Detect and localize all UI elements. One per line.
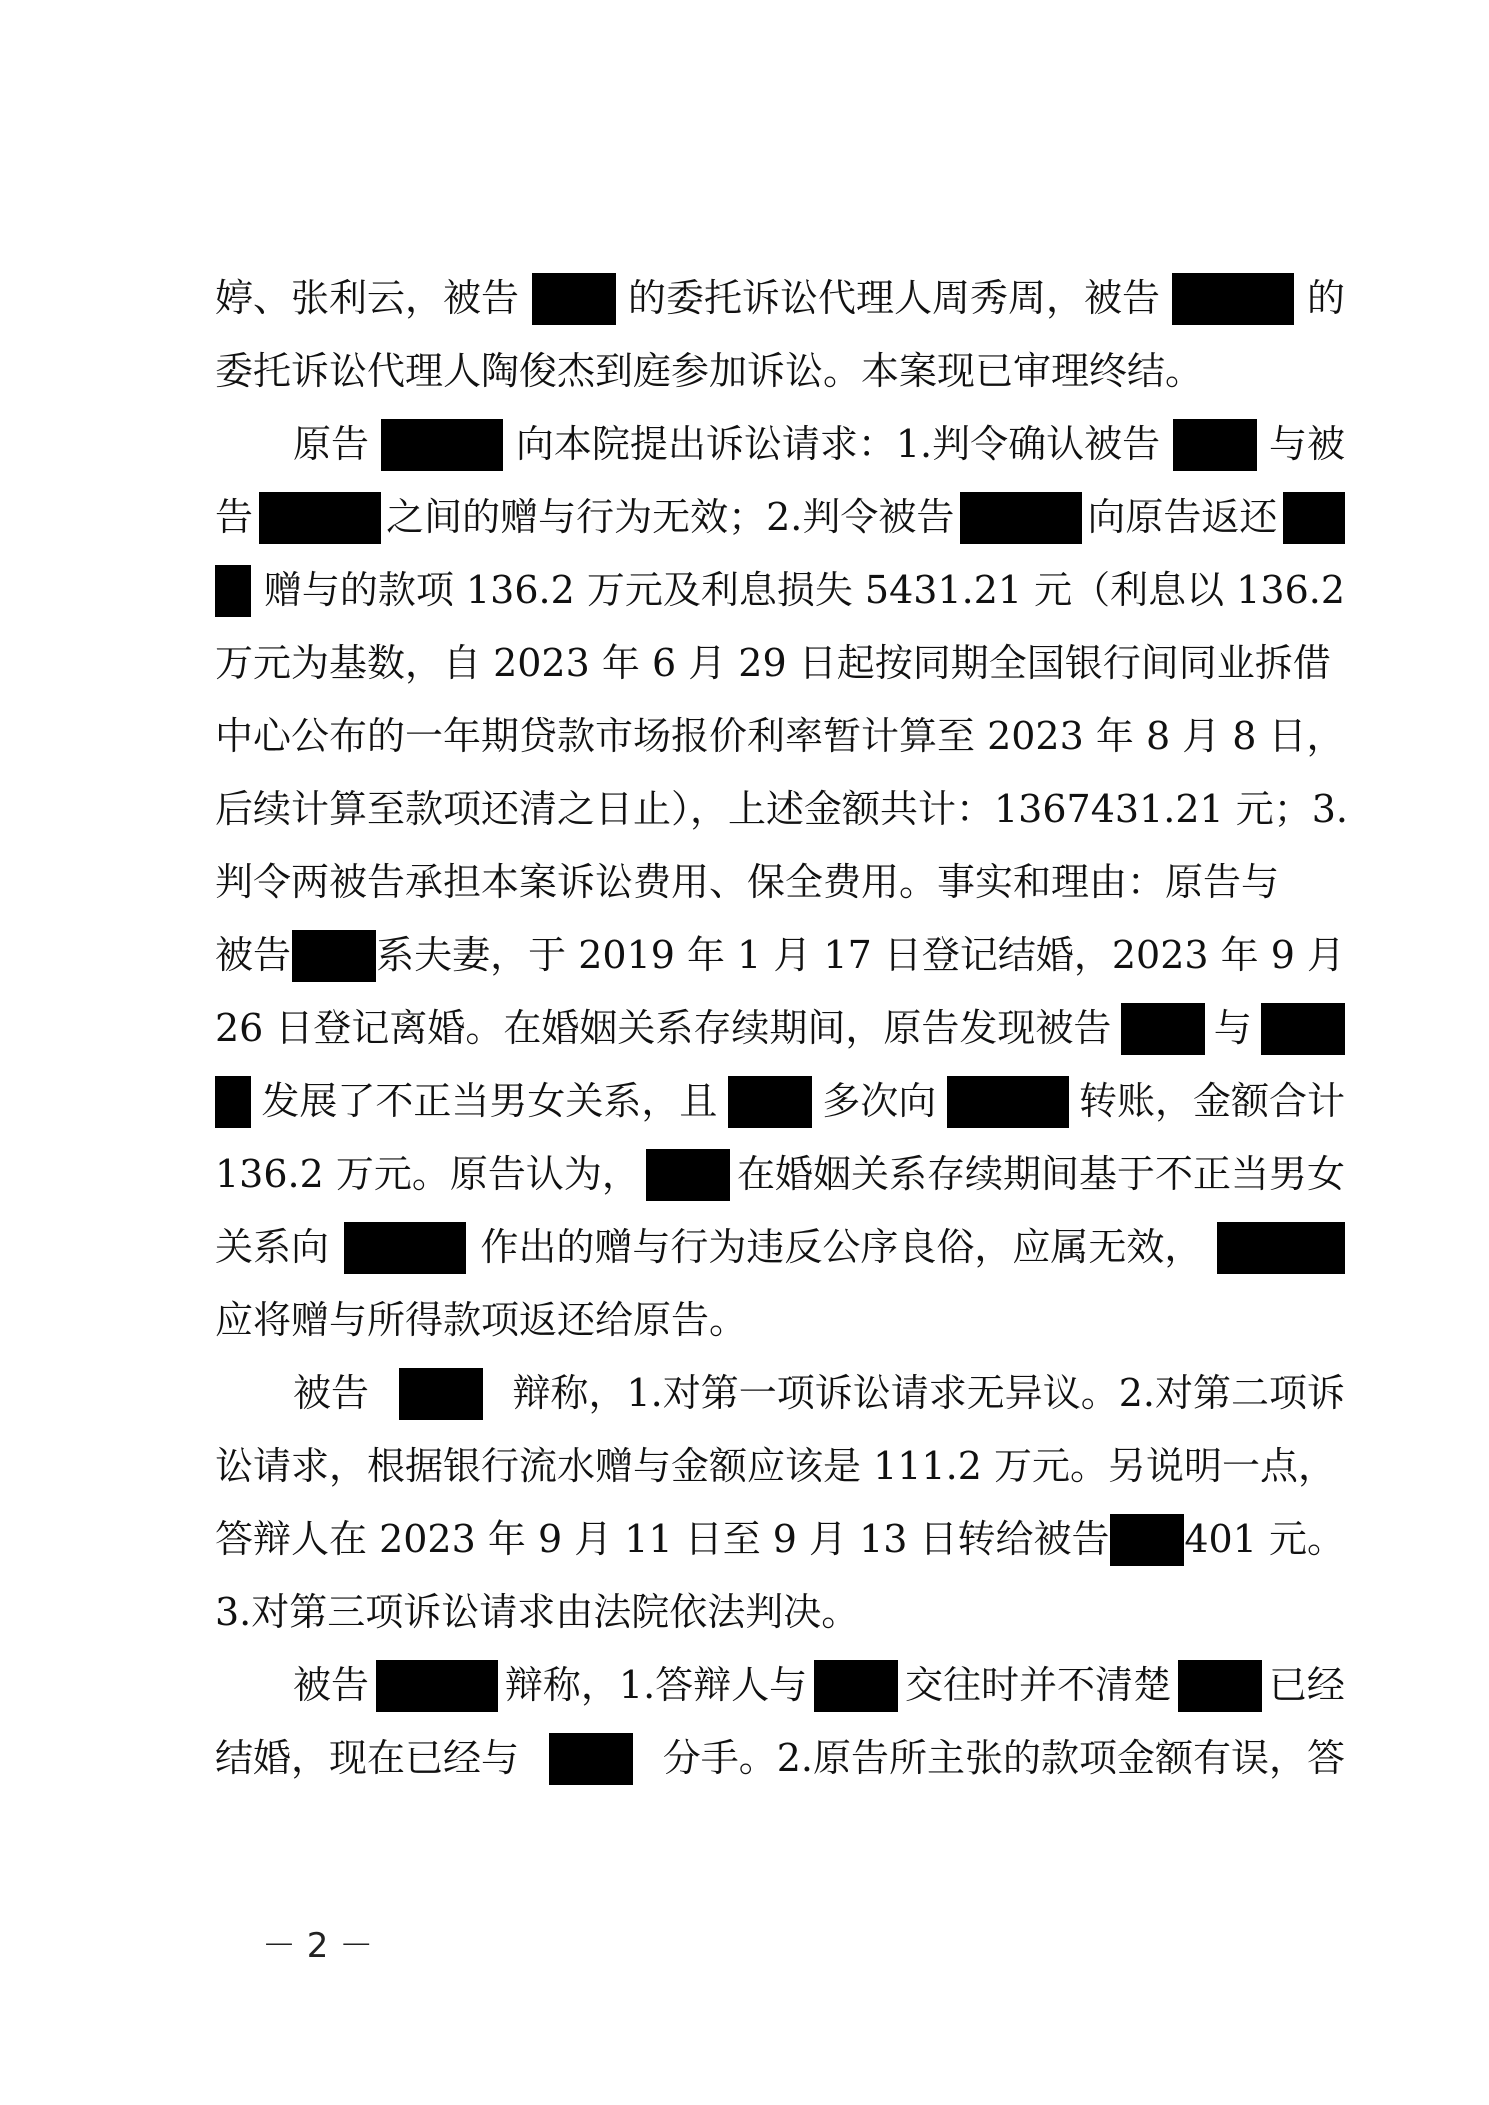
text-run: 被告 — [293, 1663, 370, 1707]
redaction-block — [259, 492, 381, 544]
redaction-block — [376, 1660, 498, 1712]
redaction-block — [1121, 1003, 1205, 1055]
paragraph-line — [215, 627, 1345, 700]
paragraph-line — [215, 1284, 1345, 1357]
text-run: 判令两被告承担本案诉讼费用、保全费用。事实和理由：原告与 — [215, 860, 1280, 904]
text-run: 关系向 — [215, 1225, 330, 1269]
redaction-block — [1178, 1660, 1262, 1712]
redaction-block — [728, 1076, 812, 1128]
redaction-block — [1173, 419, 1257, 471]
paragraph-line — [215, 1357, 1345, 1430]
text-run: 在婚姻关系存续期间基于不正当男女 — [736, 1152, 1345, 1196]
page-number: － 2 － — [262, 1926, 374, 1966]
text-run: 向本院提出诉讼请求：1.判令确认被告 — [515, 422, 1161, 466]
text-run: 已经 — [1268, 1663, 1345, 1707]
paragraph-line — [215, 846, 1345, 919]
text-run: 3.对第三项诉讼请求由法院依法判决。 — [215, 1590, 860, 1634]
text-run: 讼请求，根据银行流水赠与金额应该是 111.2 万元。另说明一点， — [215, 1444, 1336, 1488]
text-run: 赠与的款项 136.2 万元及利息损失 5431.21 元（利息以 136.2 — [263, 568, 1345, 612]
redaction-block — [215, 1076, 251, 1128]
paragraph-line — [215, 335, 1345, 408]
text-run: 结婚，现在已经与 — [215, 1736, 520, 1780]
redaction-block — [344, 1222, 466, 1274]
text-run: 委托诉讼代理人陶俊杰到庭参加诉讼。本案现已审理终结。 — [215, 349, 1204, 393]
text-run: 作出的赠与行为违反公序良俗，应属无效， — [480, 1225, 1203, 1269]
text-run: 应将赠与所得款项返还给原告。 — [215, 1298, 748, 1342]
text-run: 交往时并不清楚 — [905, 1663, 1172, 1707]
paragraph-line — [215, 1649, 1345, 1722]
redaction-block — [1261, 1003, 1345, 1055]
text-run: 答辩人在 2023 年 9 月 11 日至 9 月 13 日转给被告 — [215, 1517, 1110, 1561]
text-run: 万元为基数，自 2023 年 6 月 29 日起按同期全国银行间同业拆借 — [215, 641, 1331, 685]
text-run: 被告 — [293, 1371, 370, 1415]
text-run: 26 日登记离婚。在婚姻关系存续期间，原告发现被告 — [215, 1006, 1112, 1050]
paragraph-line — [215, 408, 1345, 481]
text-run: 中心公布的一年期贷款市场报价利率暂计算至 2023 年 8 月 8 日， — [215, 714, 1345, 758]
paragraph-line — [215, 262, 1345, 335]
paragraph-line — [215, 1138, 1345, 1211]
text-run: 辩称，1.对第一项诉讼请求无异议。2.对第二项诉 — [512, 1371, 1345, 1415]
redaction-block — [215, 565, 251, 617]
paragraph-line — [215, 554, 1345, 627]
text-run: 原告 — [293, 422, 370, 466]
redaction-block — [381, 419, 503, 471]
text-run: 与 — [1213, 1006, 1252, 1050]
text-run: 与被 — [1268, 422, 1345, 466]
text-run: 被告 — [215, 933, 292, 977]
text-run: 分手。2.原告所主张的款项金额有误，答 — [662, 1736, 1345, 1780]
paragraph-line — [215, 1430, 1345, 1503]
text-run: 婷、张利云，被告 — [215, 276, 520, 320]
redaction-block — [960, 492, 1082, 544]
paragraph-line — [215, 773, 1349, 846]
text-run: 发展了不正当男女关系，且 — [261, 1079, 718, 1123]
redaction-block — [1217, 1222, 1345, 1274]
text-run: 转账，金额合计 — [1078, 1079, 1345, 1123]
paragraph-line — [215, 700, 1345, 773]
paragraph-line — [215, 1065, 1345, 1138]
text-run: 401 元。 — [1184, 1517, 1345, 1561]
redaction-block — [646, 1149, 730, 1201]
text-run: 后续计算至款项还清之日止），上述金额共计：1367431.21 元；3. — [215, 787, 1349, 831]
redaction-block — [1110, 1514, 1185, 1566]
paragraph-line — [215, 1722, 1345, 1795]
text-run: 告 — [215, 495, 254, 539]
text-run: 系夫妻，于 2019 年 1 月 17 日登记结婚，2023 年 9 月 — [376, 933, 1345, 977]
redaction-block — [399, 1368, 483, 1420]
paragraph-line — [215, 992, 1345, 1065]
paragraph-line — [215, 481, 1345, 554]
text-run: 的委托诉讼代理人周秀周，被告 — [627, 276, 1160, 320]
redaction-block — [947, 1076, 1069, 1128]
text-run: 辩称，1.答辩人与 — [504, 1663, 808, 1707]
redaction-block — [292, 930, 376, 982]
text-run: 之间的赠与行为无效；2.判令被告 — [386, 495, 955, 539]
paragraph-line — [215, 1211, 1345, 1284]
paragraph-line — [215, 1503, 1345, 1576]
paragraph-line — [215, 919, 1345, 992]
paragraph-line — [215, 1576, 1345, 1649]
text-run: 多次向 — [822, 1079, 937, 1123]
text-run: 136.2 万元。原告认为， — [215, 1152, 640, 1196]
redaction-block — [814, 1660, 898, 1712]
text-run: 向原告返还 — [1087, 495, 1278, 539]
redaction-block — [532, 273, 616, 325]
redaction-block — [549, 1733, 633, 1785]
document-body — [215, 262, 1349, 1795]
redaction-block — [1283, 492, 1345, 544]
redaction-block — [1172, 273, 1294, 325]
text-run: 的 — [1306, 276, 1345, 320]
